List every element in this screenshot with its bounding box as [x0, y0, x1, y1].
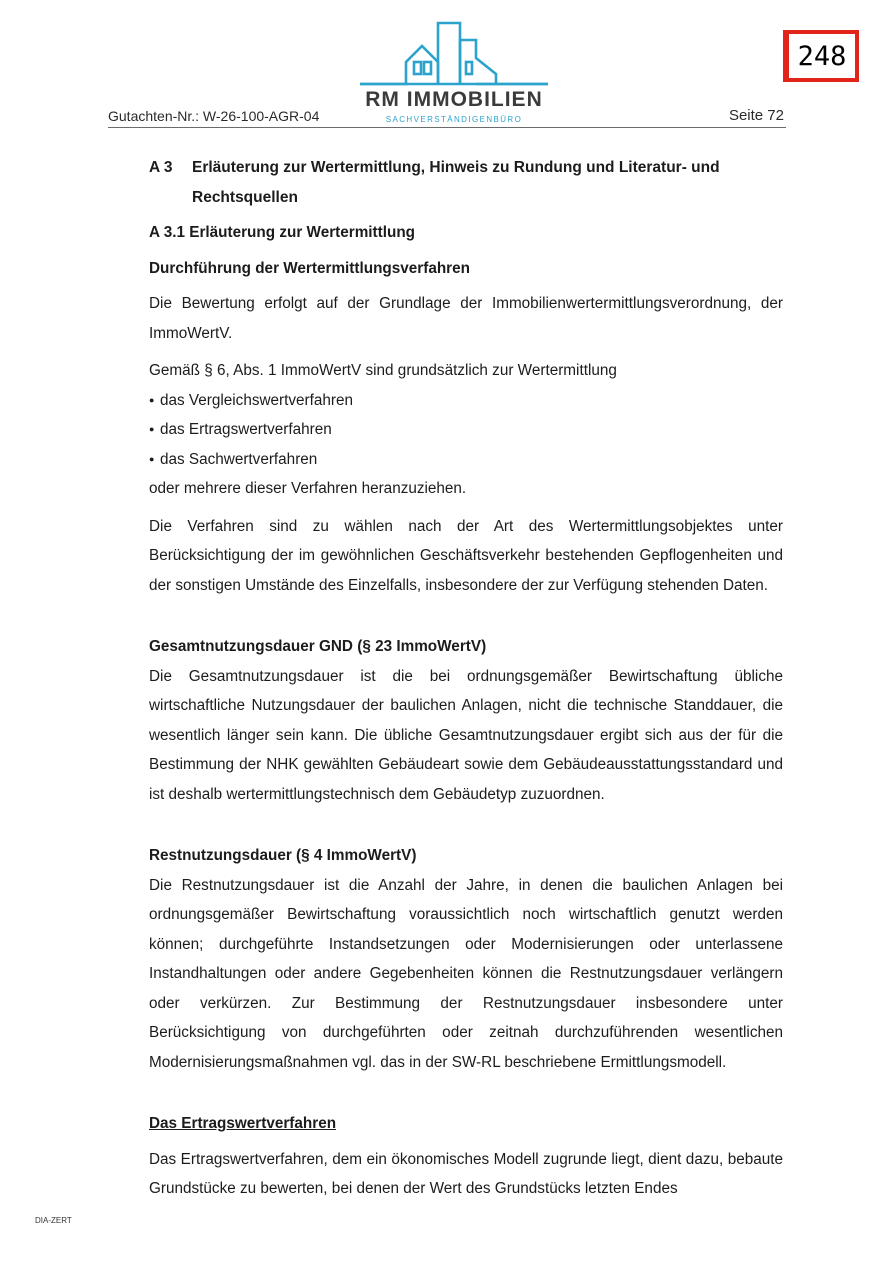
city-skyline-icon [356, 18, 552, 88]
page-label: Seite 72 [728, 107, 784, 124]
paragraph-gnd: Die Gesamtnutzungsdauer ist die bei ordnungsgemäßer Bewirtschaftung übliche wirtschaftliche Nutzungsdauer der baulichen Anlagen, nicht die technische Standdauer, die wesentlich länger sein kann. Die übliche Gesamtnutzungsdauer ergibt sich aus der für die Bestimmung der NHK gewählten Gebäudeart sowie dem Gebäudeausstattungsstandard und ist deshalb wertermittlungstechnisch dem Gebäudetyp zuzuordnen. [149, 667, 783, 803]
bullet-icon: ● [149, 453, 155, 464]
company-logo [356, 18, 552, 130]
logo-company-name: RM IMMOBILIEN [365, 88, 543, 111]
heading-durchfuehrung: Durchführung der Wertermittlungsverfahren [149, 259, 470, 277]
bullet-icon: ● [149, 394, 155, 405]
list-item-label: das Ertragswertverfahren [160, 421, 332, 438]
list-item-label: das Sachwertverfahren [160, 450, 318, 468]
subsection-heading: A 3.1 Erläuterung zur Wertermittlung [149, 224, 416, 241]
section-title [192, 153, 720, 212]
footer-mark: DIA-ZERT [35, 1216, 72, 1225]
list-item [149, 445, 783, 475]
header-divider [108, 127, 786, 128]
heading-ertragswert: Das Ertragswertverfahren [149, 1115, 337, 1132]
section-heading [149, 153, 783, 212]
report-number: Gutachten-Nr.: W-26-100-AGR-04 [108, 108, 320, 124]
paragraph-intro: Gemäß § 6, Abs. 1 ImmoWertV sind grundsätzlich zur Wertermittlung [149, 362, 617, 379]
logo-tagline: SACHVERSTÄNDIGENBÜRO [385, 115, 523, 124]
paragraph-verfahren: Die Verfahren sind zu wählen nach der Art des Wertermittlungsobjektes unter Berücksichtigung der im gewöhnlichen Geschäftsverkehr bestehenden Gepflogenheiten und der sonstigen Umstände des Einzelfalls, insbesondere der zur Verfügung stehenden Daten. [149, 517, 783, 594]
heading-rnd: Restnutzungsdauer (§ 4 ImmoWertV) [149, 847, 417, 864]
procedure-list [149, 386, 783, 475]
page-number-badge: 248 [783, 30, 859, 82]
section-title-line-2: Rechtsquellen [192, 188, 298, 206]
list-item-label: das Vergleichswertverfahren [160, 391, 354, 409]
document-body [149, 153, 783, 1212]
paragraph-rnd: Die Restnutzungsdauer ist die Anzahl der Jahre, in denen die baulichen Anlagen bei ordnungsgemäßer Bewirtschaftung voraussichtlich noch wirtschaftlich genutzt werden können; durchgeführte Instandsetzungen oder Modernisierungen oder unterlassene Instandhaltungen oder andere Gegebenheiten können die Restnutzungsdauer verlängern oder verkürzen. Zur Bestimmung der Restnutzungsdauer insbesondere unter Berücksichtigung von durchgeführten oder zeitnah durchzuführenden wesentlichen Modernisierungsmaßnahmen vgl. das in der SW-RL beschriebene Ermittlungsmodell. [149, 876, 783, 1071]
heading-gnd: Gesamtnutzungsdauer GND (§ 23 ImmoWertV) [149, 638, 487, 655]
paragraph-grundlage: Die Bewertung erfolgt auf der Grundlage der Immobilienwertermittlungsverordnung, der ImmoWertV. [149, 295, 783, 342]
list-item [149, 386, 783, 416]
paragraph-ertragswert: Das Ertragswertverfahren, dem ein ökonomisches Modell zugrunde liegt, dient dazu, bebaute Grundstücke zu bewerten, bei denen der Wert des Grundstücks letzten Endes [149, 1150, 783, 1197]
list-item [149, 415, 783, 445]
paragraph-outro: oder mehrere dieser Verfahren heranzuziehen. [149, 480, 467, 497]
bullet-icon: ● [149, 424, 155, 434]
section-title-line-1: Erläuterung zur Wertermittlung, Hinweis zu Rundung und Literatur- und [192, 159, 720, 176]
section-number: A 3 [149, 159, 173, 176]
